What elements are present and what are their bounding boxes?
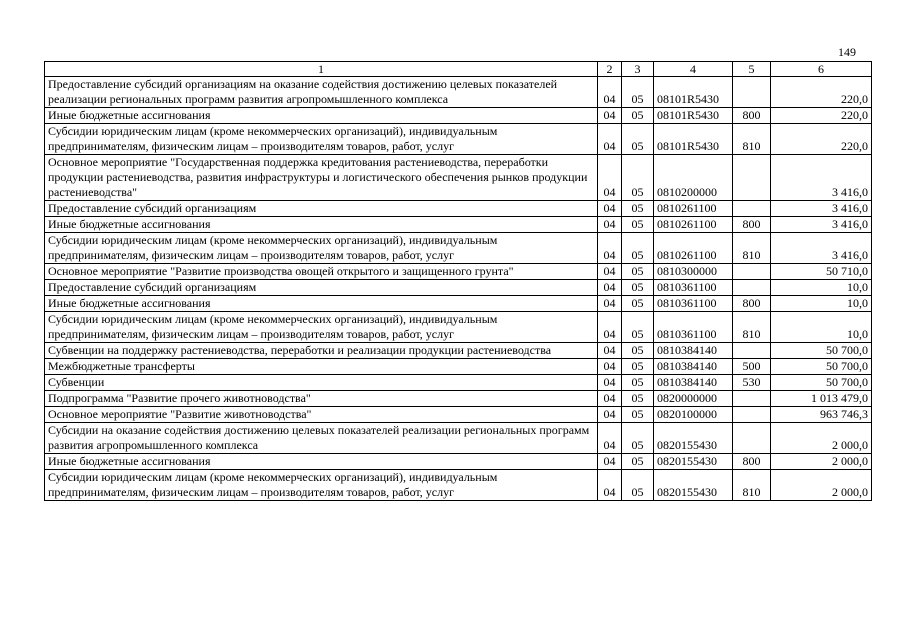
target-article-cell: 0810361100 — [654, 280, 733, 296]
target-article-cell: 0810361100 — [654, 296, 733, 312]
row-name-cell: Основное мероприятие "Развитие производства овощей открытого и защищенного грунта" — [45, 264, 598, 280]
row-name-cell: Субвенции на поддержку растениеводства, переработки и реализации продукции растениеводства — [45, 343, 598, 359]
row-name-cell: Иные бюджетные ассигнования — [45, 108, 598, 124]
target-article-cell: 0810200000 — [654, 155, 733, 201]
target-article-cell: 0820100000 — [654, 407, 733, 423]
row-name-cell: Субсидии на оказание содействия достижению целевых показателей реализации региональных программ развития агропромышленного комплекса — [45, 423, 598, 454]
subsection-code-cell: 05 — [622, 77, 654, 108]
subsection-code-cell: 05 — [622, 343, 654, 359]
section-code-cell: 04 — [598, 264, 622, 280]
column-header: 3 — [622, 62, 654, 77]
target-article-cell: 08101R5430 — [654, 77, 733, 108]
row-name-cell: Межбюджетные трансферты — [45, 359, 598, 375]
expense-type-cell: 800 — [733, 296, 771, 312]
expense-type-cell: 800 — [733, 108, 771, 124]
table-row — [45, 375, 872, 391]
target-article-cell: 0810384140 — [654, 375, 733, 391]
section-code-cell: 04 — [598, 77, 622, 108]
amount-cell: 220,0 — [771, 77, 872, 108]
table-row — [45, 296, 872, 312]
column-header: 5 — [733, 62, 771, 77]
table-row — [45, 201, 872, 217]
amount-cell: 50 700,0 — [771, 343, 872, 359]
subsection-code-cell: 05 — [622, 280, 654, 296]
row-name-cell: Предоставление субсидий организациям на оказание содействия достижению целевых показателей реализации региональных программ развития агропромышленного комплекса — [45, 77, 598, 108]
expense-type-cell: 810 — [733, 312, 771, 343]
row-name-cell: Субсидии юридическим лицам (кроме некоммерческих организаций), индивидуальным предпринимателям, физическим лицам – производителям товаров, работ, услуг — [45, 312, 598, 343]
subsection-code-cell: 05 — [622, 264, 654, 280]
section-code-cell: 04 — [598, 359, 622, 375]
subsection-code-cell: 05 — [622, 296, 654, 312]
amount-cell: 220,0 — [771, 108, 872, 124]
row-name-cell: Основное мероприятие "Развитие животноводства" — [45, 407, 598, 423]
row-name-cell: Субсидии юридическим лицам (кроме некоммерческих организаций), индивидуальным предпринимателям, физическим лицам – производителям товаров, работ, услуг — [45, 124, 598, 155]
amount-cell: 2 000,0 — [771, 423, 872, 454]
table-row — [45, 391, 872, 407]
subsection-code-cell: 05 — [622, 201, 654, 217]
table-row — [45, 454, 872, 470]
amount-cell: 10,0 — [771, 312, 872, 343]
section-code-cell: 04 — [598, 423, 622, 454]
amount-cell: 50 710,0 — [771, 264, 872, 280]
table-row — [45, 407, 872, 423]
amount-cell: 2 000,0 — [771, 470, 872, 501]
subsection-code-cell: 05 — [622, 391, 654, 407]
section-code-cell: 04 — [598, 217, 622, 233]
subsection-code-cell: 05 — [622, 470, 654, 501]
expense-type-cell: 810 — [733, 470, 771, 501]
target-article-cell: 08101R5430 — [654, 124, 733, 155]
section-code-cell: 04 — [598, 233, 622, 264]
amount-cell: 3 416,0 — [771, 233, 872, 264]
target-article-cell: 0810261100 — [654, 201, 733, 217]
table-header-row — [45, 62, 872, 77]
row-name-cell: Предоставление субсидий организациям — [45, 280, 598, 296]
expense-type-cell: 810 — [733, 124, 771, 155]
amount-cell: 10,0 — [771, 280, 872, 296]
row-name-cell: Иные бюджетные ассигнования — [45, 454, 598, 470]
target-article-cell: 0810300000 — [654, 264, 733, 280]
row-name-cell: Иные бюджетные ассигнования — [45, 217, 598, 233]
column-header: 4 — [654, 62, 733, 77]
target-article-cell: 0820155430 — [654, 470, 733, 501]
row-name-cell: Предоставление субсидий организациям — [45, 201, 598, 217]
section-code-cell: 04 — [598, 470, 622, 501]
table-row — [45, 233, 872, 264]
amount-cell: 50 700,0 — [771, 375, 872, 391]
budget-table — [44, 61, 872, 501]
column-header: 6 — [771, 62, 872, 77]
target-article-cell: 0810384140 — [654, 343, 733, 359]
section-code-cell: 04 — [598, 124, 622, 155]
section-code-cell: 04 — [598, 201, 622, 217]
row-name-cell: Подпрограмма "Развитие прочего животноводства" — [45, 391, 598, 407]
page-number: 149 — [838, 45, 856, 59]
amount-cell: 50 700,0 — [771, 359, 872, 375]
amount-cell: 10,0 — [771, 296, 872, 312]
row-name-cell: Основное мероприятие "Государственная поддержка кредитования растениеводства, переработки продукции растениеводства, развития инфраструктуры и логистического обеспечения рынков продукции растениеводства" — [45, 155, 598, 201]
target-article-cell: 0810384140 — [654, 359, 733, 375]
target-article-cell: 08101R5430 — [654, 108, 733, 124]
table-row — [45, 359, 872, 375]
row-name-cell: Субсидии юридическим лицам (кроме некоммерческих организаций), индивидуальным предпринимателям, физическим лицам – производителям товаров, работ, услуг — [45, 233, 598, 264]
table-row — [45, 312, 872, 343]
target-article-cell: 0820155430 — [654, 454, 733, 470]
section-code-cell: 04 — [598, 312, 622, 343]
amount-cell: 2 000,0 — [771, 454, 872, 470]
subsection-code-cell: 05 — [622, 312, 654, 343]
section-code-cell: 04 — [598, 155, 622, 201]
section-code-cell: 04 — [598, 391, 622, 407]
subsection-code-cell: 05 — [622, 124, 654, 155]
table-row — [45, 264, 872, 280]
expense-type-cell: 800 — [733, 217, 771, 233]
expense-type-cell: 800 — [733, 454, 771, 470]
section-code-cell: 04 — [598, 280, 622, 296]
subsection-code-cell: 05 — [622, 155, 654, 201]
expense-type-cell — [733, 201, 771, 217]
expense-type-cell: 530 — [733, 375, 771, 391]
section-code-cell: 04 — [598, 454, 622, 470]
subsection-code-cell: 05 — [622, 407, 654, 423]
expense-type-cell — [733, 77, 771, 108]
expense-type-cell — [733, 391, 771, 407]
amount-cell: 3 416,0 — [771, 155, 872, 201]
subsection-code-cell: 05 — [622, 359, 654, 375]
expense-type-cell — [733, 407, 771, 423]
table-row — [45, 343, 872, 359]
section-code-cell: 04 — [598, 296, 622, 312]
subsection-code-cell: 05 — [622, 375, 654, 391]
amount-cell: 3 416,0 — [771, 201, 872, 217]
expense-type-cell — [733, 343, 771, 359]
expense-type-cell: 500 — [733, 359, 771, 375]
target-article-cell: 0810261100 — [654, 217, 733, 233]
table-row — [45, 280, 872, 296]
target-article-cell: 0820155430 — [654, 423, 733, 454]
target-article-cell: 0810261100 — [654, 233, 733, 264]
amount-cell: 963 746,3 — [771, 407, 872, 423]
expense-type-cell — [733, 423, 771, 454]
row-name-cell: Субсидии юридическим лицам (кроме некоммерческих организаций), индивидуальным предпринимателям, физическим лицам – производителям товаров, работ, услуг — [45, 470, 598, 501]
table-row — [45, 470, 872, 501]
column-header: 2 — [598, 62, 622, 77]
expense-type-cell — [733, 264, 771, 280]
section-code-cell: 04 — [598, 375, 622, 391]
table-row — [45, 155, 872, 201]
section-code-cell: 04 — [598, 343, 622, 359]
subsection-code-cell: 05 — [622, 217, 654, 233]
table-row — [45, 124, 872, 155]
subsection-code-cell: 05 — [622, 423, 654, 454]
expense-type-cell — [733, 155, 771, 201]
table-row — [45, 77, 872, 108]
table-row — [45, 108, 872, 124]
column-header: 1 — [45, 62, 598, 77]
expense-type-cell: 810 — [733, 233, 771, 264]
table-row — [45, 423, 872, 454]
target-article-cell: 0810361100 — [654, 312, 733, 343]
amount-cell: 3 416,0 — [771, 217, 872, 233]
section-code-cell: 04 — [598, 108, 622, 124]
amount-cell: 220,0 — [771, 124, 872, 155]
section-code-cell: 04 — [598, 407, 622, 423]
table-row — [45, 217, 872, 233]
subsection-code-cell: 05 — [622, 233, 654, 264]
row-name-cell: Субвенции — [45, 375, 598, 391]
amount-cell: 1 013 479,0 — [771, 391, 872, 407]
target-article-cell: 0820000000 — [654, 391, 733, 407]
row-name-cell: Иные бюджетные ассигнования — [45, 296, 598, 312]
subsection-code-cell: 05 — [622, 108, 654, 124]
subsection-code-cell: 05 — [622, 454, 654, 470]
expense-type-cell — [733, 280, 771, 296]
